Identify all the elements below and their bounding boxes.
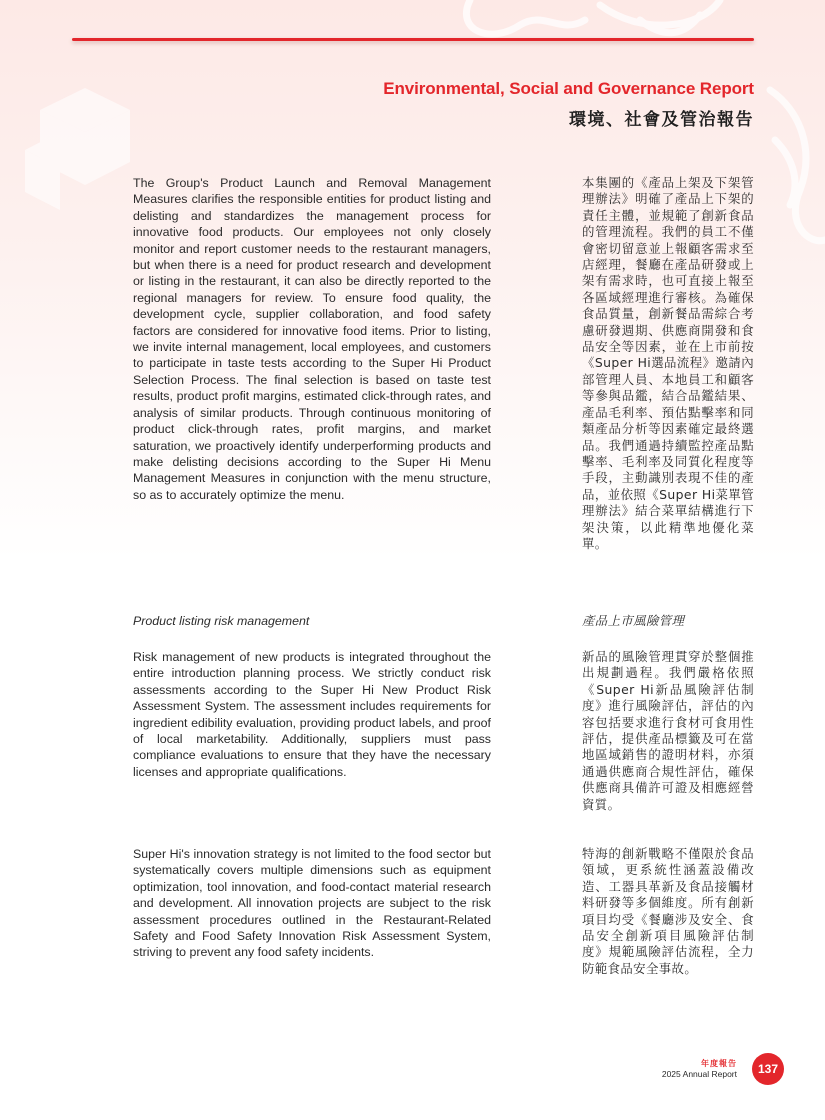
risk-paragraph-en: Risk management of new products is integrated throughout the entire introduction planning process. We strictly conduct risk assessments according to the Super Hi New Product Risk Assessment System. The assessment includes requirements for ingredient edibility evaluation, providing product labels, and proof of local marketability. Additionally, suppliers must pass compliance evaluations to ensure that they have the necessary licenses and appropriate qualifications. — [133, 650, 491, 779]
intro-paragraph-en: The Group's Product Launch and Removal Management Measures clarifies the responsible entities for product listing and delisting and standardizes the management process for innovative food products. Our employees not only closely monitor and report customer needs to the restaurant managers, but when there is a need for product research and development or listing in the restaurant, it can also be directly reported to the regional managers for review. To ensure food quality, the development cycle, supplier collaboration, and food safety factors are considered for innovative food items. Prior to listing, we invite internal management, local employees, and customers to participate in taste tests according to the Super Hi Product Selection Process. The final selection is based on taste test results, product profit margins, estimated click-through rates, and analysis of similar products. Through continuous monitoring of product click-through rates, profit margins, and market saturation, we proactively identify underperforming products and make delisting decisions according to the Super Hi Menu Management Measures in conjunction with the menu structure, so as to accurately optimize the menu. — [133, 176, 491, 502]
innovation-paragraph-zh: 特海的創新戰略不僅限於食品領域，更系統性涵蓋設備改造、工器具革新及食品接觸材料研發等多個維度。所有創新項目均受《餐廳涉及安全、食品安全創新項目風險評估制度》規範風險評估流程，全力防範食品安全事故。 — [582, 846, 754, 976]
report-title-zh: 環境、社會及管治報告 — [569, 110, 754, 130]
top-divider — [72, 38, 754, 41]
risk-paragraph-zh: 新品的風險管理貫穿於整個推出規劃過程。我們嚴格依照《Super Hi新品風險評估制度》進行風險評估，評估的內容包括要求進行食材可食用性評估，提供產品標籤及可在當地區域銷售的證明材料，亦須通過供應商合規性評估，確保供應商具備許可證及相應經營資質。 — [582, 649, 754, 812]
page-number-badge: 137 — [752, 1053, 784, 1085]
footer-report-label-en: 2025 Annual Report — [661, 1069, 737, 1079]
innovation-paragraph-en: Super Hi's innovation strategy is not limited to the food sector but systematically covers multiple dimensions such as equipment optimization, tool innovation, and food-contact material research and development. All innovation projects are subject to the risk assessment procedures outlined in the Restaurant-Related Safety and Food Safety Innovation Risk Assessment System, striving to prevent any food safety incidents. — [133, 847, 491, 960]
subheading-zh: 產品上市風險管理 — [582, 613, 685, 628]
intro-paragraph-zh: 本集團的《產品上架及下架管理辦法》明確了產品上下架的責任主體，並規範了創新食品的管理流程。我們的員工不僅會密切留意並上報顧客需求至店經理，餐廳在產品研發或上架有需求時，也可直接上報至各區域經理進行審核。為確保食品質量，創新餐品需綜合考慮研發週期、供應商開發和食品安全等因素，並在上市前按《Super Hi選品流程》邀請內部管理人員、本地員工和顧客等參與品鑑，結合品鑑結果、產品毛利率、預估點擊率和同類產品分析等因素確定最終選品。我們通過持續監控產品點擊率、毛利率及同質化程度等手段，主動識別表現不佳的產品，並依照《Super Hi菜單管理辦法》結合菜單結構進行下架決策，以此精準地優化菜單。 — [582, 175, 754, 551]
footer-report-label-zh: 年度報告 — [701, 1059, 737, 1068]
subheading-en: Product listing risk management — [133, 614, 310, 628]
report-title-en: Environmental, Social and Governance Report — [383, 79, 754, 98]
